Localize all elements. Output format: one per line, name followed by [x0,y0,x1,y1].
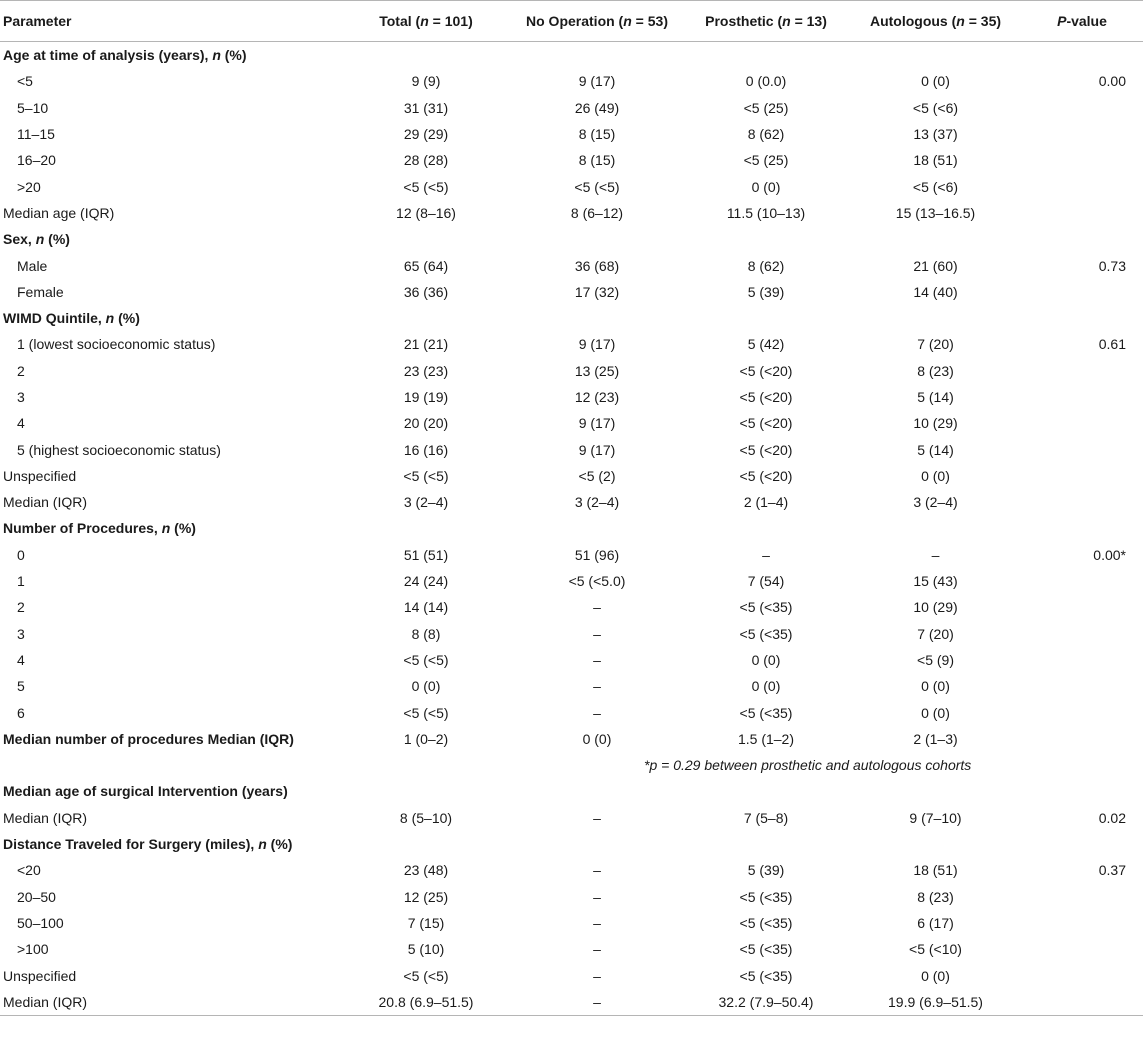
table-row [0,279,1143,305]
row-label: 5–10 [17,99,49,116]
cell-no-operation: 12 (23) [574,389,620,405]
row-label: Unspecified [3,967,77,984]
footnote: *p = 0.29 between prosthetic and autologous cohorts [644,757,972,774]
row-label: 1 (lowest socioeconomic status) [17,336,216,353]
cell-no-operation: 9 (17) [578,441,616,458]
cell-no-operation: 8 (6–12) [570,204,624,221]
cell-no-operation: – [593,862,601,879]
table-row [0,962,1143,988]
cell-autologous: 0 (0) [921,967,950,984]
row-label: <20 [17,862,41,879]
header-autologous: Autologous (n = 35) [850,1,1021,42]
cell-total: 8 (8) [411,625,441,642]
empty-cell [850,305,1021,331]
cell-prosthetic: <5 (<20) [739,389,793,405]
cell-no-operation: – [593,704,601,721]
cell-pvalue [1021,173,1143,199]
table-row [0,252,1143,278]
empty-cell [340,831,512,857]
empty-cell [512,305,682,331]
row-label: Male [17,257,48,274]
row-label: 2 [17,362,25,379]
cell-prosthetic: 0 (0) [751,651,781,668]
header-prosthetic: Prosthetic (n = 13) [682,1,850,42]
cell-pvalue [1021,621,1143,647]
section-label: Age at time of analysis (years), n (%) [3,47,247,64]
cell-prosthetic: 7 (54) [747,573,785,590]
cell-autologous: <5 (<6) [912,178,959,195]
cell-autologous: 5 (14) [917,441,954,458]
cell-autologous: 7 (20) [917,336,954,353]
table-header [0,1,1143,42]
cell-no-operation: – [593,651,601,668]
cell-autologous: 15 (43) [913,573,958,590]
cell-no-operation: 3 (2–4) [574,494,620,511]
cell-pvalue [1021,594,1143,620]
cell-no-operation: 8 (15) [578,126,616,143]
cell-pvalue [1021,936,1143,962]
cell-prosthetic: 5 (39) [747,283,785,300]
cell-autologous: <5 (9) [917,651,954,668]
cell-no-operation: <5 (<5.0) [568,573,626,590]
cell-pvalue [1021,279,1143,305]
empty-cell [340,752,512,778]
cell-no-operation: 51 (96) [574,546,620,563]
empty-cell [1021,515,1143,541]
row-label: 3 [17,625,25,642]
row-label: 5 (highest socioeconomic status) [17,441,221,458]
cell-autologous: 15 (13–16.5) [895,204,976,221]
row-label: Female [17,283,64,300]
cell-total: 1 (0–2) [403,730,449,747]
section-row [0,305,1143,331]
cell-total: <5 (<5) [403,178,449,195]
cell-no-operation: <5 (<5) [574,178,620,195]
cell-autologous: 0 (0) [921,678,950,695]
cell-pvalue [1021,358,1143,384]
table-row [0,989,1143,1016]
cell-total: <5 (<5) [403,651,449,668]
cell-prosthetic: 5 (42) [747,336,785,353]
cell-total: 36 (36) [403,283,449,300]
cell-no-operation: – [593,809,601,826]
cell-pvalue [1021,95,1143,121]
empty-cell [512,778,682,804]
empty-cell [682,226,850,252]
empty-cell [682,515,850,541]
section-label: Sex, n (%) [3,231,70,248]
table-row [0,673,1143,699]
table-row [0,726,1143,752]
cell-no-operation: – [593,678,601,695]
cell-autologous: 5 (14) [917,389,954,405]
table-row [0,173,1143,199]
section-label: Number of Procedures, n (%) [3,520,196,537]
table-row [0,410,1143,436]
cell-no-operation: 9 (17) [578,415,616,432]
empty-cell [1021,831,1143,857]
cell-prosthetic: 0 (0.0) [745,73,787,90]
header-total: Total (n = 101) [340,1,512,42]
cell-no-operation: – [593,914,601,931]
cell-autologous: 3 (2–4) [913,494,958,511]
table-row [0,884,1143,910]
cell-pvalue [1021,121,1143,147]
cell-total: 9 (9) [411,73,441,90]
header-row [0,1,1143,42]
section-row [0,515,1143,541]
section-label: WIMD Quintile, n (%) [3,310,140,327]
cell-autologous: 2 (1–3) [913,730,958,747]
cell-autologous: 10 (29) [913,415,958,432]
cell-prosthetic: <5 (<35) [739,599,793,616]
cell-autologous: 14 (40) [913,283,958,300]
cell-prosthetic: <5 (<20) [739,441,793,458]
table-row [0,384,1143,410]
cell-total: <5 (<5) [403,704,449,721]
row-label: Median (IQR) [3,809,88,826]
cell-prosthetic: <5 (25) [743,99,789,116]
cell-prosthetic: <5 (<35) [739,941,793,958]
empty-cell [1021,226,1143,252]
cell-pvalue [1021,673,1143,699]
cell-prosthetic: <5 (<20) [739,415,793,432]
cell-no-operation: 0 (0) [582,730,612,747]
row-label: Median (IQR) [3,494,88,511]
table-row [0,331,1143,357]
cell-total: 20 (20) [403,415,449,432]
table-row [0,95,1143,121]
cell-total: 14 (14) [403,599,449,616]
row-label: 2 [17,599,25,616]
empty-cell [1021,778,1143,804]
cell-autologous: <5 (<6) [912,99,959,116]
cell-prosthetic: – [762,546,770,563]
cell-pvalue: 0.73 [1098,257,1126,274]
cell-autologous: 18 (51) [913,862,958,879]
cell-pvalue [1021,568,1143,594]
empty-cell [512,42,682,69]
cell-total: 16 (16) [403,441,449,458]
section-label: Distance Traveled for Surgery (miles), n (%) [3,836,293,853]
cell-autologous: 0 (0) [921,73,950,90]
cell-pvalue [1021,989,1143,1016]
cell-total: <5 (<5) [403,467,449,484]
empty-cell [682,305,850,331]
cell-autologous: 9 (7–10) [909,809,962,826]
cell-total: 28 (28) [403,152,449,169]
cell-prosthetic: <5 (<35) [739,967,793,984]
cell-total: 23 (48) [403,862,449,879]
empty-cell [340,226,512,252]
cell-no-operation: 8 (15) [578,152,616,169]
table-row [0,647,1143,673]
empty-cell [340,42,512,69]
cell-pvalue: 0.02 [1098,809,1126,826]
cell-pvalue [1021,410,1143,436]
table-row [0,147,1143,173]
cell-autologous: 21 (60) [913,257,958,274]
cell-no-operation: 36 (68) [574,257,620,274]
cell-no-operation: – [593,967,601,984]
empty-cell [512,226,682,252]
cell-no-operation: – [593,599,601,616]
cell-autologous: 18 (51) [913,152,958,169]
cell-pvalue: 0.61 [1098,336,1126,353]
table-body [0,42,1143,1016]
cell-total: 20.8 (6.9–51.5) [340,989,512,1016]
cell-total: 12 (8–16) [396,204,456,221]
cell-autologous: 0 (0) [921,704,950,721]
cell-total: 0 (0) [411,678,441,695]
cell-prosthetic: <5 (<35) [739,888,793,905]
cell-no-operation: 26 (49) [574,99,620,116]
cell-prosthetic: 11.5 (10–13) [726,204,806,221]
row-label: 3 [17,389,25,405]
cell-total: 3 (2–4) [403,494,449,511]
row-label: 5 [17,678,25,695]
cell-no-operation: 9 (17) [578,73,616,90]
empty-cell [682,831,850,857]
empty-cell [1021,42,1143,69]
table-row [0,463,1143,489]
empty-cell [340,305,512,331]
cell-autologous: <5 (<10) [909,941,962,958]
row-label: >100 [17,941,49,958]
cell-total: 12 (25) [403,888,449,905]
row-label: Median age (IQR) [3,204,115,221]
cell-autologous: 13 (37) [913,126,958,143]
table-row [0,121,1143,147]
table-row [0,910,1143,936]
cell-no-operation: 17 (32) [574,283,620,300]
row-label: 6 [17,704,25,721]
cell-no-operation: – [512,989,682,1016]
cell-prosthetic: 0 (0) [751,178,781,195]
row-label: >20 [17,178,41,195]
cell-prosthetic: 1.5 (1–2) [737,730,795,747]
table-row [0,936,1143,962]
cell-total: 51 (51) [403,546,449,563]
empty-cell [850,42,1021,69]
empty-cell [850,226,1021,252]
row-label: 11–15 [17,126,55,143]
cell-total: 8 (5–10) [399,809,453,826]
cell-prosthetic: <5 (<35) [739,625,793,642]
cell-pvalue: 0.00 [1098,73,1126,90]
table-row [0,594,1143,620]
empty-cell [1021,305,1143,331]
row-label: 0 [17,546,25,563]
footnote-row [0,752,1143,778]
empty-cell [850,831,1021,857]
cell-prosthetic: <5 (<35) [739,914,793,931]
empty-cell [682,778,850,804]
cell-prosthetic: <5 (<20) [739,362,793,379]
table-row [0,68,1143,94]
cell-prosthetic: 5 (39) [747,862,785,879]
empty-cell [682,42,850,69]
cell-autologous: 8 (23) [917,888,954,905]
table-row [0,200,1143,226]
cell-pvalue [1021,200,1143,226]
row-label: 16–20 [17,152,56,169]
cell-pvalue [1021,884,1143,910]
cell-pvalue [1021,699,1143,725]
cell-autologous: 0 (0) [921,467,950,484]
cell-autologous: 7 (20) [917,625,954,642]
cell-no-operation: 9 (17) [578,336,616,353]
cell-no-operation: <5 (2) [578,467,616,484]
cell-no-operation: 13 (25) [574,362,620,379]
row-label: Median number of procedures Median (IQR) [3,730,294,747]
cell-no-operation: – [593,941,601,958]
empty-cell [340,515,512,541]
cell-prosthetic: <5 (<20) [739,467,793,484]
table-row [0,699,1143,725]
cell-pvalue [1021,726,1143,752]
row-label: 1 [17,573,25,590]
cell-autologous: 19.9 (6.9–51.5) [850,989,1021,1016]
cell-pvalue [1021,489,1143,515]
cell-total: 29 (29) [403,126,449,143]
table-row [0,542,1143,568]
table-row [0,358,1143,384]
row-label: 4 [17,415,25,432]
cell-pvalue [1021,384,1143,410]
cell-total: <5 (<5) [403,967,449,984]
row-label: Median (IQR) [0,989,340,1016]
cell-total: 23 (23) [403,362,449,379]
cell-prosthetic: 8 (62) [747,257,785,274]
row-label: 4 [17,651,25,668]
cell-total: 5 (10) [407,941,445,958]
empty-cell [850,778,1021,804]
row-label: Unspecified [3,467,77,484]
empty-cell [850,515,1021,541]
cell-total: 31 (31) [403,99,449,116]
cell-pvalue: 0.37 [1098,862,1126,879]
cell-prosthetic: <5 (<35) [739,704,793,721]
cell-pvalue [1021,910,1143,936]
cell-prosthetic: 32.2 (7.9–50.4) [682,989,850,1016]
cell-autologous: 6 (17) [917,914,954,931]
header-parameter: Parameter [0,1,340,42]
cell-pvalue [1021,463,1143,489]
cell-no-operation: – [593,625,601,642]
row-label: <5 [17,73,33,90]
cell-total: 24 (24) [403,573,449,590]
cell-prosthetic: 8 (62) [747,126,785,143]
header-pvalue: P-value [1021,1,1143,42]
table-row [0,805,1143,831]
cell-total: 21 (21) [403,336,449,353]
empty-cell [512,831,682,857]
cell-pvalue: 0.00* [1093,546,1126,563]
table-row [0,621,1143,647]
cell-prosthetic: 7 (5–8) [743,809,789,826]
cell-no-operation: – [593,888,601,905]
section-row [0,42,1143,69]
row-label: 20–50 [17,888,56,905]
row-label: 50–100 [17,914,64,931]
table-row [0,568,1143,594]
cell-autologous: – [931,546,940,563]
empty-cell [512,515,682,541]
header-no-operation: No Operation (n = 53) [512,1,682,42]
section-row [0,831,1143,857]
cell-total: 19 (19) [403,389,449,405]
cell-pvalue [1021,962,1143,988]
empty-cell [0,752,340,778]
cell-prosthetic: 2 (1–4) [743,494,789,511]
cell-prosthetic: <5 (25) [743,152,789,169]
cell-pvalue [1021,436,1143,462]
cell-autologous: 8 (23) [917,362,954,379]
table-row [0,857,1143,883]
cell-autologous: 10 (29) [913,599,958,616]
cell-pvalue [1021,147,1143,173]
table-row [0,436,1143,462]
cell-total: 7 (15) [407,914,445,931]
cell-pvalue [1021,647,1143,673]
empty-cell [340,778,512,804]
cell-total: 65 (64) [403,257,449,274]
section-row [0,778,1143,804]
section-row [0,226,1143,252]
cell-prosthetic: 0 (0) [751,678,781,695]
table-row [0,489,1143,515]
section-label: Median age of surgical Intervention (years) [3,783,288,800]
